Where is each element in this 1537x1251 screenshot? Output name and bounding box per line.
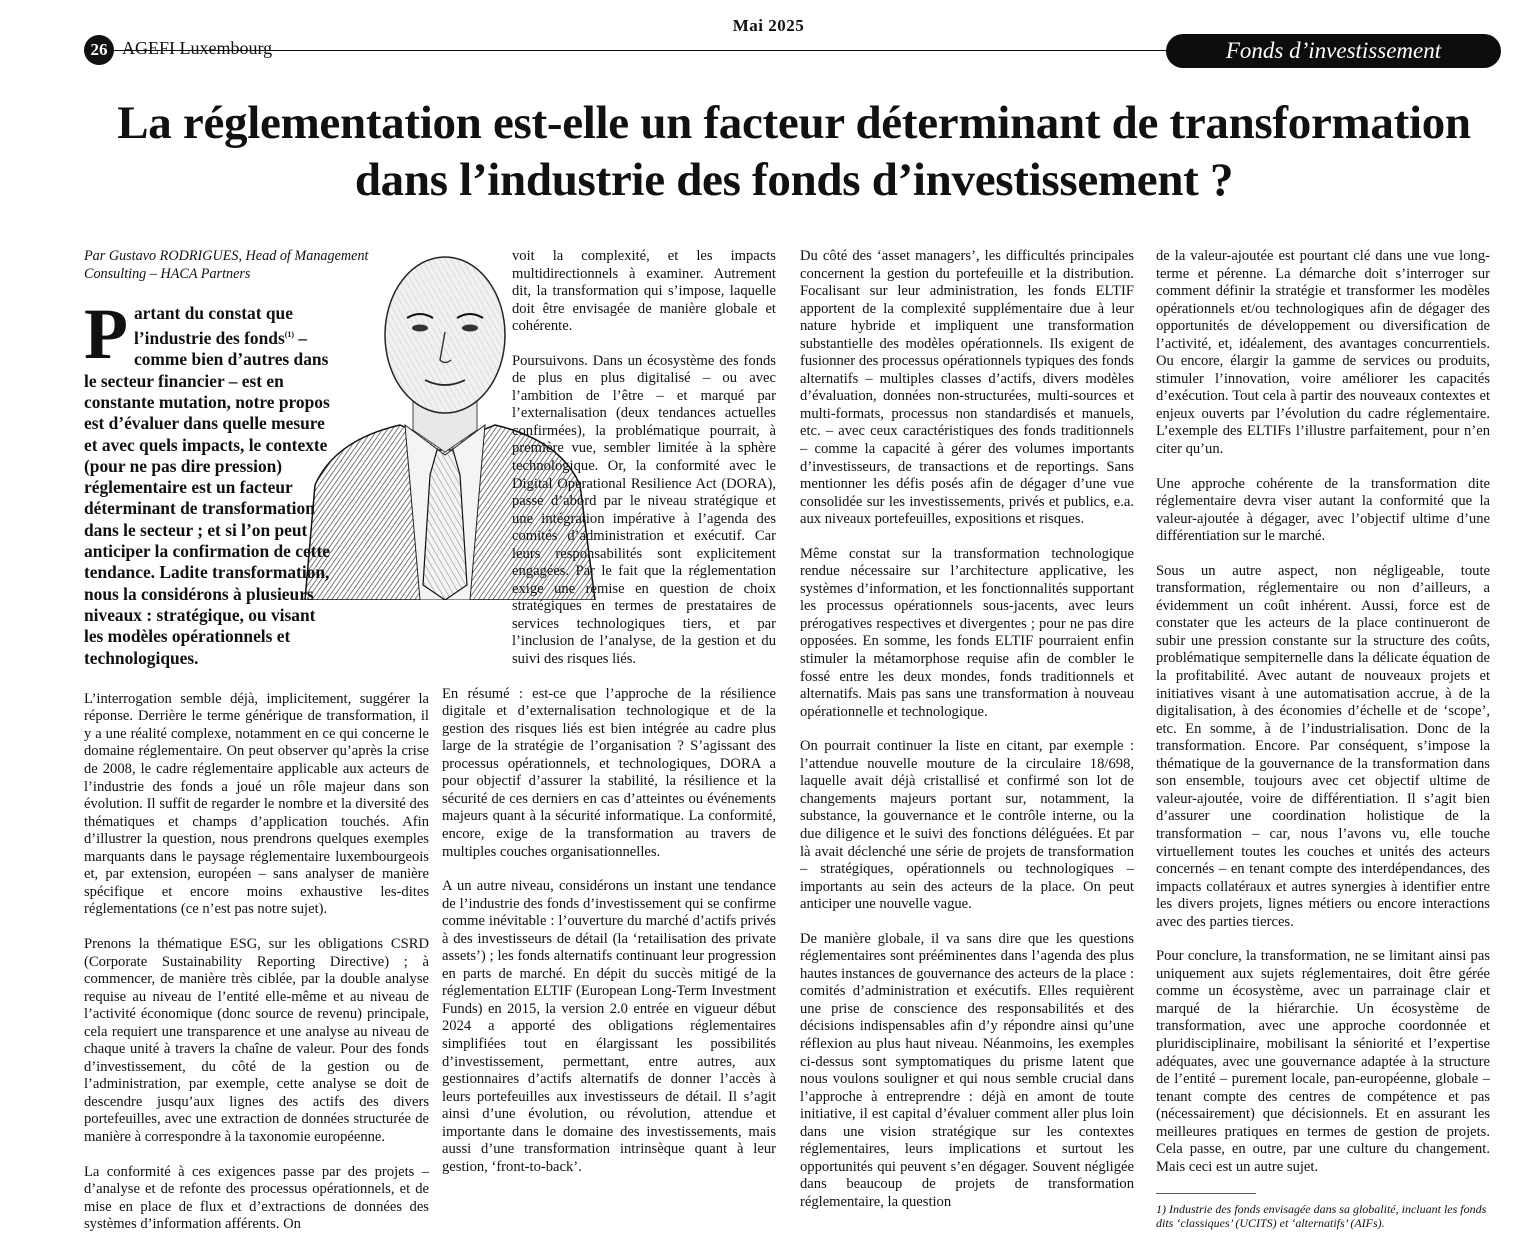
body-paragraph: Sous un autre aspect, non négligeable, toute transformation, réglementaire ou non d’ailleurs, a évidemment un coût inhérent. Aussi, force est de constater que les acteurs de la place continueront de subir une pression constante sur la structure des coûts, problématique sempiternelle dans la délicate équation de la profitabilité. Avec autant de nouveaux projets et initiatives visant à une automatisation accrue, à de la digitalisation, à des économies d’échelle et de ‘scope’, etc. En somme, à de l’industrialisation. Donc de la transformation. Encore. Par conséquent, s’impose la thématique de la gouvernance de la transformation dans son ensemble, toujours avec cet objectif ultime de valeur-ajoutée, voire de différentiation. Il s’agit bien d’assurer une coordination holistique de la transformation – car, nous l’avons vu, elle touche virtuellement toutes les couches et unités des acteurs concernés – en tenant compte des interdépendances, des impacts collatéraux et autres synergies à identifier entre les divers projets, lignes métiers ou encore interactions avec des parties tierces.	[1156, 562, 1490, 930]
page-number: 26	[84, 35, 114, 65]
body-paragraph: L’interrogation semble déjà, implicitement, suggérer la réponse. Derrière le terme générique de transformation, il y a une réalité complexe, notamment en ce qui concerne le domaine réglementaire. On peut observer qu’après la crise de 2008, le cadre réglementaire applicable aux acteurs de l’industrie des fonds a joué un rôle majeur dans son évolution. Il suffit de regarder le nombre et la diversité des thématiques et champs d’application touchés. Afin d’illustrer la question, nous prendrons quelques exemples marquants dans le paysage réglementaire luxembourgeois et, par extension, européen – sans analyser de manière spécifique et encore moins exhaustive les-dites réglementations (ce n’est pas notre sujet).	[84, 690, 429, 918]
body-paragraph: Prenons la thématique ESG, sur les obligations CSRD (Corporate Sustainability Reporting Directive) ; à commencer, de manière très ciblée, par la double analyse requise au niveau de l’entité elle-même et au niveau de l’activité économique (donc source de revenu) principale, cela requiert une transparence et une analyse au niveau de chaque unité à travers la chaîne de valeur. Pour des fonds d’investissement, du côté de la gestion ou de l’administration, par exemple, cette analyse se doit de descendre jusqu’aux lignes des actifs des divers portefeuilles, avec une extraction de données structurée de manière à correspondre à la taxonomie européenne.	[84, 935, 429, 1145]
article-column-1	[84, 248, 429, 1251]
article-column-3	[800, 248, 1134, 1228]
body-paragraph: de la valeur-ajoutée est pourtant clé dans une vue long-terme et pérenne. La démarche doit s’interroger sur comment définir la stratégie et transformer les modèles opérationnels et/ou technologiques afin de dégager des opportunités de développement ou diversification de l’activité, et, idéalement, des avantages concurrentiels. Ou encore, élargir la gamme de services ou produits, stimuler l’innovation, voire améliorer les capacités d’exécution. Tout cela à partir des nouveaux contextes et enjeux ouverts par l’évolution du cadre réglementaire. L’exemple des ELTIFs l’illustre parfaitement, pour n’en citer qu’un.	[1156, 248, 1490, 458]
drop-cap: P	[84, 294, 128, 374]
headline: La réglementation est-elle un facteur déterminant de transformation dans l’industrie des fonds d’investissement ?	[117, 97, 1471, 206]
section-label: Fonds d’investissement	[1166, 34, 1501, 68]
footnote: 1) Industrie des fonds envisagée dans sa globalité, incluant les fonds dits ‘classiques’ (UCITS) et ‘alternatifs’ (AIFs).	[1156, 1202, 1487, 1231]
body-paragraph: voit la complexité, et les impacts multidirectionnels à examiner. Autrement dit, la transformation qui s’impose, laquelle doit être envisagée de manière globale et cohérente.	[512, 248, 776, 335]
body-paragraph: Une approche cohérente de la transformation dite réglementaire devra viser autant la conformité que la valeur-ajoutée à dégager, avec l’objectif ultime d’une différentiation sur le marché.	[1156, 475, 1490, 545]
issue-date: Mai 2025	[732, 16, 805, 35]
body-paragraph: Même constat sur la transformation technologique rendue nécessaire sur l’architecture applicative, les systèmes d’information, et les fonctionnalités supportant les processus opérationnels sous-jacents, avec leurs prérogatives respectives et divergentes ; pour ne pas dire opposées. En somme, les fonds ELTIF pourraient enfin stimuler la métamorphose requise afin de combler le fossé entre les deux mondes, fonds traditionnels et alternatifs. Mais pas sans une transformation à nouveau opérationnelle et technologique.	[800, 545, 1134, 720]
body-paragraph: Du côté des ‘asset managers’, les difficultés principales concernent la gestion du portefeuille et la distribution. Focalisant sur leur administration, les fonds ELTIF apportent de la complexité supplémentaire due à leur nature hybride et impliquent une transformation substantielle des modèles opérationnels. Ils exigent de fusionner des processus opérationnels typiques des fonds alternatifs – multiples classes d’actifs, divers modèles d’évaluation, données non-structurées, multi-sources et multi-formats, processus non standardisés et manuels, etc. – avec ceux caractéristiques des fonds traditionnels – comme la capacité à gérer des volumes importants d’investisseurs, de transactions et de reportings. Sans mentionner les défis posés afin de dégager d’une vue consolidée sur les investissements, privés et publics, e.a. aux niveaux portefeuilles, expositions et risques.	[800, 248, 1134, 528]
article-column-2	[442, 248, 776, 1193]
body-paragraph: De manière globale, il va sans dire que les questions réglementaires sont prééminentes dans l’agenda des plus hautes instances de gouvernance des acteurs de la place : comités d’administration et exécutifs. Elles requièrent une prise de conscience des responsabilités et des décisions indispensables afin d’y répondre ainsi qu’une réflexion au plus haut niveau. Néanmoins, les exemples ci-dessus sont symptomatiques du prisme latent que nous voulons souligner et qui nous semble crucial dans l’approche à entreprendre : déjà en amont de toute initiative, il est capital d’évaluer comment aller plus loin dans une vision stratégique sur les contextes réglementaires, leurs implications et surtout les opportunités qui peuvent s’en dégager. Souvent négligée dans beaucoup de projets de transformation réglementaire, la question	[800, 930, 1134, 1210]
body-paragraph: Poursuivons. Dans un écosystème des fonds de plus en plus digitalisé – ou avec l’ambition de l’être – et marqué par l’externalisation (deux tendances actuelles confirmées), la problématique pourrait, à première vue, sembler limitée à la sphère technologique. Or, la conformité avec le Digital Operational Resilience Act (DORA), passe d’abord par le niveau stratégique et une intégration impérative à l’agenda des comités d’administration et exécutif. Car leurs responsabilités sont explicitement engagées. Par le fait que la réglementation exige une remise en question de choix stratégiques en termes de prestataires de services technologiques tiers, et par l’inclusion de l’analyse, de la gestion et du suivi des risques liés.	[512, 352, 776, 668]
publication-name: AGEFI Luxembourg	[122, 38, 273, 58]
body-paragraph: A un autre niveau, considérons un instant une tendance de l’industrie des fonds d’investissement qui se confirme comme inévitable : l’ouverture du marché d’actifs privés à des investisseurs de détail (la ‘retailisation des private assets’) ; les fonds alternatifs continuant leur progression en parts de marché. En dépit du succès mitigé de la réglementation ELTIF (European Long-Term Investment Funds) en 2015, la version 2.0 entrée en vigueur début 2024 a apporté des obligations réglementaires simplifiées tout en élargissant les possibilités d’investissement, permettant, entre autres, aux gestionnaires d’actifs alternatifs de donner l’accès à leurs portefeuilles aux investisseurs de détail. Il s’agit ainsi d’une évolution, ou révolution, attendue et importante dans le domaine des investissements, mais aussi d’une transformation intrinsèque quant à leur gestion, ‘front-to-back’.	[442, 878, 776, 1175]
body-paragraph: On pourrait continuer la liste en citant, par exemple : l’attendue nouvelle mouture de la circulaire 18/698, laquelle avait déjà cristallisé et confirmé son lot de changements majeurs portant sur, notamment, la substance, la gouvernance et le contrôle interne, ou la due diligence et le suivi des fonctions déléguées. Et par là avait déclenché une série de projets de transformation – stratégiques, opérationnels ou technologiques – importants au sein des acteurs de la place. On peut anticiper une nouvelle vague.	[800, 738, 1134, 913]
article-column-4	[1156, 248, 1490, 1230]
byline: Par Gustavo RODRIGUES, Head of Management Consulting – HACA Partners	[84, 248, 369, 282]
body-paragraph: La conformité à ces exigences passe par des projets – d’analyse et de refonte des processus opérationnels, et de mise en place de flux et d’extractions de données des systèmes d’information afférents. On	[84, 1163, 429, 1233]
body-paragraph: En résumé : est-ce que l’approche de la résilience digitale et d’externalisation technologique et de la gestion des risques liés est bien intégrée au cadre plus large de la stratégie de l’organisation ? S’agissant des processus opérationnels, et technologiques, DORA a pour objectif d’assurer la stabilité, la résilience et la sécurité de ces derniers en cas d’atteintes ou événements majeurs quant à la sécurité informatique. La conformité, encore, exige de la transformation au travers de multiples couches organisationnelles.	[442, 685, 776, 860]
body-paragraph: Pour conclure, la transformation, ne se limitant ainsi pas uniquement aux sujets réglementaires, doit être gérée comme un écosystème, avec un parrainage clair et marqué de la hiérarchie. Un écosystème de transformation, avec une approche coordonnée et pluridisciplinaire, mobilisant la séniorité et l’expertise adéquates, avec une gouvernance adaptée à la structure de l’entité – purement locale, pan-européenne, globale – tenant compte des centres de compétence et pas (nécessairement) que décisionnels. Et en assurant les meilleures pratiques en termes de gestion de projets. Cela passe, en outre, par une culture du changement. Mais ceci est un autre sujet.	[1156, 948, 1490, 1175]
footnote-rule	[1156, 1193, 1256, 1194]
lead-paragraph: Partant du constat que l’industrie des fonds$^{(1)}$ – comme bien d’autres dans le secteur financier – est en constante mutation, notre propos est d’évaluer dans quelle mesure et avec quels impacts, le contexte (pour ne pas dire pression) réglementaire est un facteur déterminant de transformation dans le secteur ; et si l’on peut anticiper la confirmation de cette tendance. Ladite transformation, nous la considérons à plusieurs niveaux : stratégique, ou visant les modèles opérationnels et technologiques.	[84, 294, 330, 668]
